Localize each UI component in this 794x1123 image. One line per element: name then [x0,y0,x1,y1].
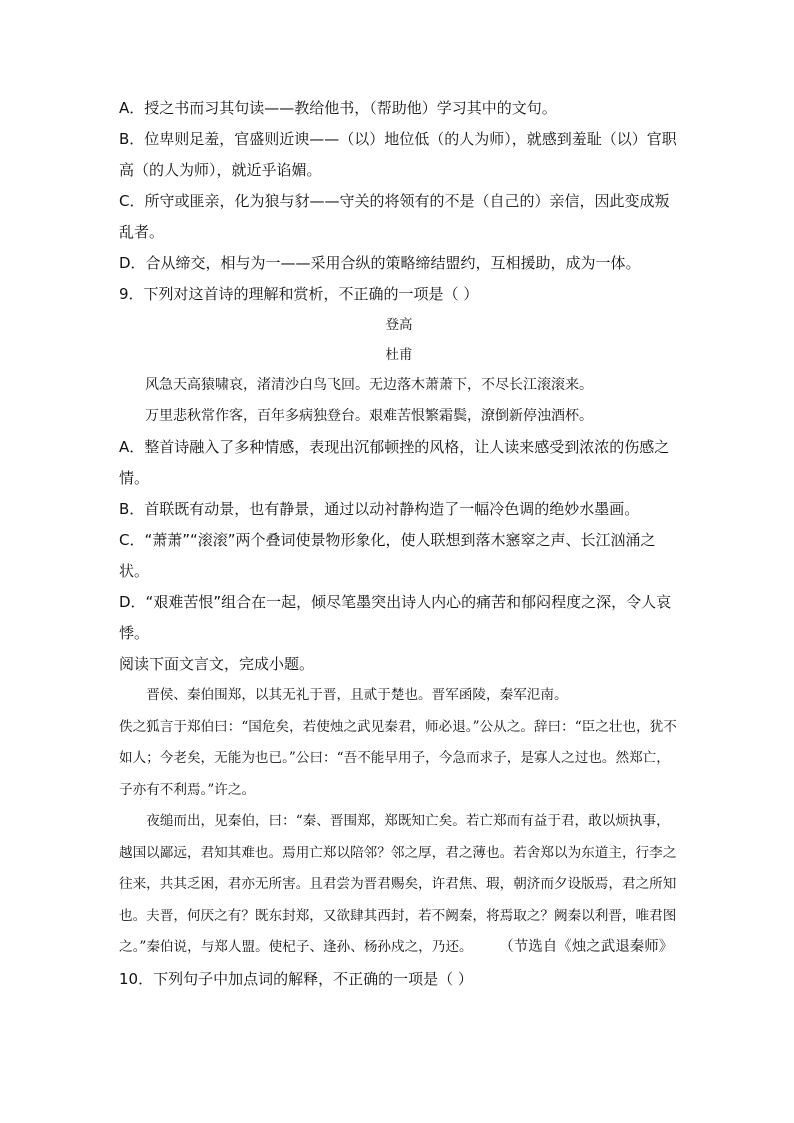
reading-instruction: 阅读下面文言文，完成小题。 [119,655,315,673]
q8-option-b: B．位卑则足羞，官盛则近谀——（以）地位低（的人为师），就感到羞耻（以）官职高（的人为师），就近乎谄媚。 [119,130,677,179]
q8-option-a: A．授之书而习其句读——教给他书，（帮助他）学习其中的文句。 [119,99,557,117]
q8-option-d: D．合从缔交，相与为一——采用合纵的策略缔结盟约，互相援助，成为一体。 [119,254,641,272]
source-citation: （节选自《烛之武退秦师》 [499,939,674,955]
classical-paragraph-1: 晋侯、秦伯围郑，以其无礼于晋，且贰于楚也。晋军函陵，秦军氾南。 [146,687,568,703]
q9-option-c: C．“萧萧”“滚滚”两个叠词使景物形象化，使人联想到落木窸窣之声、长江汹涌之状。 [119,531,656,580]
page-content [119,93,679,995]
classical-paragraph-2: 佚之狐言于郑伯曰：“国危矣，若使烛之武见秦君，师必退。”公从之。辞曰：“臣之壮也，犹不如人；今老矣，无能为也已。”公曰：“吾不能早用子，今急而求子，是寡人之过也。然郑亡，子亦有不利焉。”许之。 [119,718,677,798]
classical-paragraph-3 [119,806,679,964]
q9-option-b: B．首联既有动景，也有静景，通过以动衬静构造了一幅冷色调的绝妙水墨画。 [119,500,640,518]
question-10-stem: 10．下列句子中加点词的解释，不正确的一项是（ ） [119,969,473,988]
q9-option-a: A．整首诗融入了多种情感，表现出沉郁顿挫的风格，让人读来感受到浓浓的伤感之情。 [119,438,670,487]
classical-paragraph-3-text: 夜缒而出，见秦伯，曰：“秦、晋围郑，郑既知亡矣。若亡郑而有益于君，敢以烦执事，越国以鄙远，君知其难也。焉用亡郑以陪邻？邻之厚，君之薄也。若舍郑以为东道主，行李之往来，共其乏困，君亦无所害。且君尝为晋君赐矣，许君焦、瑕，朝济而夕设版焉，君之所知也。夫晋，何厌之有？既东封郑，又欲肆其西封，若不阙秦，将焉取之？阙秦以利晋，唯君图之。”秦伯说，与郑人盟。使杞子、逢孙、杨孙戍之，乃还。 [119,813,677,955]
q9-option-d: D．“艰难苦恨”组合在一起，倾尽笔墨突出诗人内心的痛苦和郁闷程度之深，令人哀悸。 [119,593,672,642]
poem-line-2: 万里悲秋常作客，百年多病独登台。艰难苦恨繁霜鬓，潦倒新停浊酒杯。 [145,408,593,424]
poem-line-1: 风急天高猿啸哀，渚清沙白鸟飞回。无边落木萧萧下，不尽长江滚滚来。 [145,377,593,393]
poem-author: 杜甫 [385,347,413,363]
question-9-stem: 9．下列对这首诗的理解和赏析，不正确的一项是（ ） [119,285,479,303]
q8-option-c: C．所守或匪亲，化为狼与豺——守关的将领有的不是（自己的）亲信，因此变成叛乱者。 [119,192,670,241]
poem-title: 登高 [385,317,413,333]
